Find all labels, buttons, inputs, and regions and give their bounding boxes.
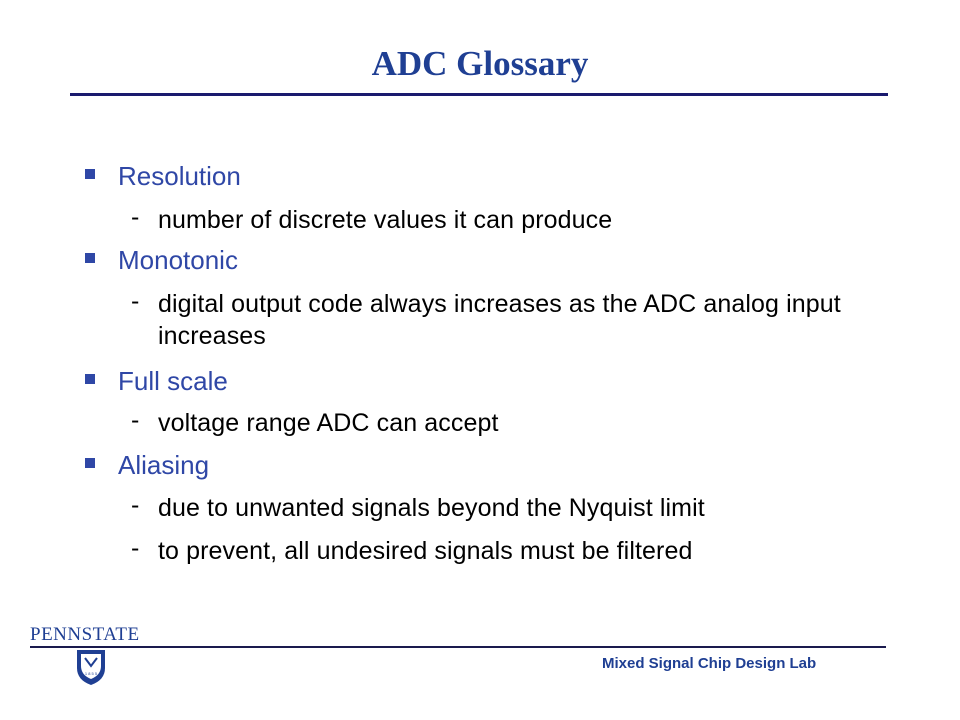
footer-lab-name: Mixed Signal Chip Design Lab [602,655,817,672]
dash-marker: - [131,203,140,231]
bullet-resolution: Resolution [118,161,241,191]
slide-title: ADC Glossary [371,44,589,83]
dash-marker: - [131,534,140,562]
title-divider [70,93,888,96]
footer-divider [30,646,886,648]
dash-marker: - [131,406,140,434]
bullet-square-icon [85,374,95,384]
sub-item: due to unwanted signals beyond the Nyquist limit [158,494,705,522]
sub-item: voltage range ADC can accept [158,409,499,437]
dash-marker: - [131,491,140,519]
pennstate-shield-icon [75,648,107,686]
bullet-square-icon [85,458,95,468]
sub-item: number of discrete values it can produce [158,206,613,234]
pennstate-logo: PENNSTATE [30,624,140,645]
sub-item: to prevent, all undesired signals must be filtered [158,537,693,565]
bullet-aliasing: Aliasing [118,450,210,480]
bullet-monotonic: Monotonic [118,245,238,275]
dash-marker: - [131,287,140,315]
bullet-square-icon [85,169,95,179]
shield-year: 1 8 5 5 [84,671,98,676]
sub-item: digital output code always increases as the ADC analog input increases [158,290,841,350]
bullet-full-scale: Full scale [118,366,228,396]
bullet-square-icon [85,253,95,263]
